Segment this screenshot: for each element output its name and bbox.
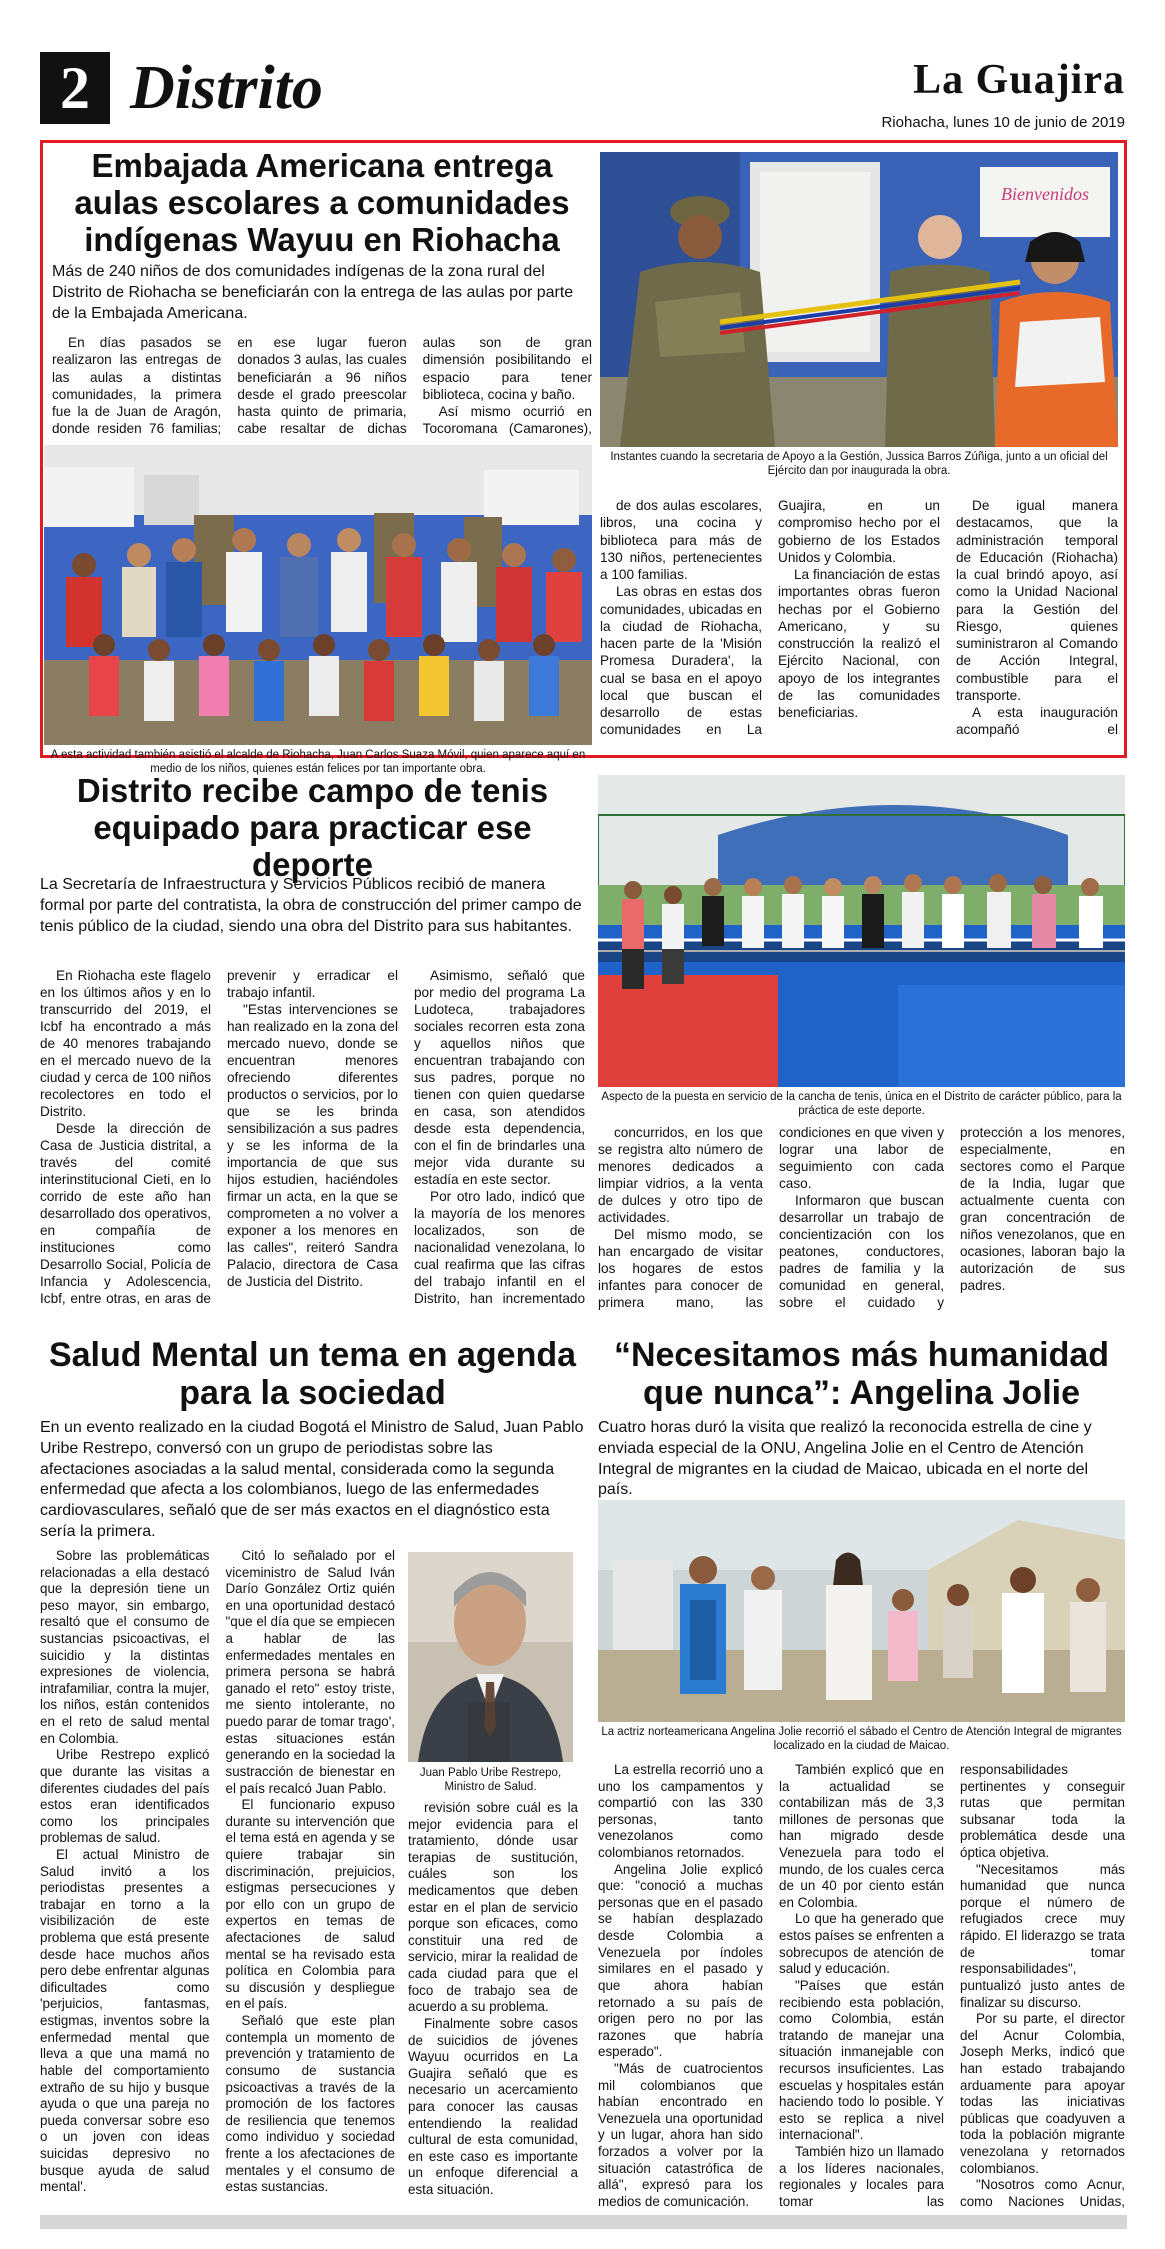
photo-caption: Aspecto de la puesta en servicio de la cancha de tenis, única en el Distrito de carácter público, para la práctica de este deporte. (601, 1091, 1122, 1118)
article-lede: Más de 240 niños de dos comunidades indígenas de la zona rural del Distrito de Riohacha se beneficiarán con la entrega de las aulas por parte de la Embajada Americana. (52, 263, 574, 322)
photo-caption: Juan Pablo Uribe Restrepo, Ministro de Salud. (419, 1767, 562, 1794)
paragraph: Informaron que buscan desarrollar un trabajo de concientización con los peatones, conductores, padres de familia y la comunidad en general, sobre el cuidado y protección a los menores, especialmente, en sectores como el Parque de la India, lugar que actualmente cuenta con gran concentración de niños venezolanos, que en ocasiones, laboran bajo la autorización de sus padres. (779, 1125, 1125, 1310)
paragraph: El actual Ministro de Salud invitó a los periodistas presentes a trabajar en torno a la visibilización de este problema que está presente desde hace muchos años pero debe enfrentar algunas dificultades como 'perjuicios, fantasmas, estigmas, inventos sobre la enfermedad mental que lleva a que una mamá no hable del comportamiento extraño de su hijo y busque ayuda o que una pareja no pueda conversar sobre eso o un joven con ideas suicidas depresivo no busque ayuda de salud mental'. (40, 1846, 210, 2195)
article-body (598, 1762, 1125, 2213)
paragraph: "Necesitamos más humanidad que nunca porque el número de refugiados crece muy rápido. El liderazgo se trata de tomar responsabilidades", puntualizó justo antes de finalizar su discurso. (960, 1861, 1125, 2010)
paragraph: Las obras en estas dos comunidades, ubicadas en la ciudad de Riohacha, hacen parte de la 'Misión Promesa Duradera', la cual se basa en el apoyo local que buscan el desarrollo de estas comunidades en La Guajira, en un compromiso hecho por el gobierno de los Estados Unidos y Colombia. (600, 498, 940, 738)
article-body (600, 497, 1118, 752)
paragraph: "Más de cuatrocientos mil colombianos que habían encontrado en Venezuela una oportunidad y un lugar, ahora han sido forzados a volver por la situación catastrófica de allá", expresó para los medios de comunicación. (598, 2060, 763, 2209)
article-body (52, 334, 592, 438)
paragraph: Desde la dirección de Casa de Justicia distrital, a través del comité interinstitucional Cieti, en lo corrido de este año han desarrollado dos operativos, en compañía de instituciones como Desarrollo Social, Policía de Infancia y Adolescencia, Icbf, entre otras, en aras de prevenir y erradicar el trabajo infantil. (40, 968, 398, 1306)
article-lede: Cuatro horas duró la visita que realizó la reconocida estrella de cine y enviada especial de la ONU, Angelina Jolie en el Centro de Atención Integral de migrantes en la ciudad de Maicao, ubicada en el norte del país. (598, 1419, 1092, 1499)
paragraph: "Nosotros como Acnur, como Naciones Unidas, (960, 2177, 1125, 2209)
article-headline: Salud Mental un tema en agenda para la sociedad (48, 1336, 577, 1413)
paragraph: También hizo un llamado a los líderes nacionales, regionales y locales para tomar las responsabilidades pertinentes y conseguir rutas que permitan subsanar toda la problemática desde una óptica objetiva. (779, 1762, 1125, 2209)
angelina-jolie-visit-photo (598, 1500, 1125, 1722)
paragraph: Finalmente sobre casos de suicidios de jóvenes Wayuu ocurridos en La Guajira señaló que es necesario un acercamiento para conocer las causas entendiendo la realidad cultural de esta comunidad, en este caso es importante un enfoque diferencial a esta situación. (408, 2015, 578, 2198)
paragraph: La estrella recorrió uno a uno los campamentos y compartió con las 330 personas, tanto venezolanos como colombianos retornados. (598, 1762, 763, 1861)
paragraph: Sobre las problemáticas relacionadas a ella destacó que la depresión tiene un peso mayor, sin embargo, resaltó que el consumo de sustancias psicoactivas, el suicidio y la distintas expresiones de violencia, intrafamiliar, contra la mujer, los niños, están contenidos en el reto de salud mental en Colombia. (40, 1548, 210, 1746)
article-headline: Embajada Americana entrega aulas escolares a comunidades indígenas Wayuu en Riohacha (74, 147, 570, 258)
issue-date: Riohacha, lunes 10 de junio de 2019 (881, 114, 1125, 131)
paragraph: También explicó que en la actualidad se contabilizan más de 3,3 millones de personas que han migrado desde Venezuela para todo el mundo, de los cuales cerca de un 40 por ciento están en Colombia. (779, 1762, 944, 1910)
paragraph: La financiación de estas importantes obras fueron hechas por el Gobierno Americano, y su construcción la realizó el Ejército Nacional, con apoyo de los integrantes de las comunidades beneficiarias. (778, 567, 940, 720)
paragraph: concurridos, en los que se registra alto número de menores dedicados a limpiar vidrios, a la venta de dulces y otro tipo de actividades. (598, 1125, 763, 1225)
paragraph: revisión sobre cuál es la mejor evidencia para el tratamiento, dónde usar terapias de sustitución, cuáles son los medicamentos que deben estar en el plan de servicio porque son eficaces, como constituir una red de servicio, mirar la realidad de cada ciudad para que el foco de trabajo sea de acuerdo a su problema. (408, 1800, 578, 2015)
tennis-court-photo (598, 775, 1125, 1087)
minister-portrait-photo (408, 1552, 573, 1762)
paragraph: Uribe Restrepo explicó que durante las visitas a diferentes ciudades del país estos eran identificados como los principales problemas de salud. (40, 1747, 210, 1846)
photo-caption: Instantes cuando la secretaria de Apoyo a la Gestión, Jussica Barros Zúñiga, junto a un oficial del Ejército dan por inaugurada la obra. (610, 451, 1108, 478)
paragraph: Citó lo señalado por el viceministro de Salud Iván Darío González Ortiz quién en una oportunidad destacó "que el día que se empiecen a hablar de las enfermedades mentales en primera persona se habrá ganado el reto" estoy triste, me siento intolerante, no puedo parar de tomar trago', estas situaciones están generando en la sociedad la sustracción de bienestar en el país recalcó Juan Pablo. (225, 1548, 395, 1796)
paragraph: Asimismo, señaló que por medio del programa La Ludoteca, trabajadores sociales recorren esta zona y aquellos niños que encuentran trabajando con sus padres, porque no tienen con quien quedarse en casa, son atendidos desde esta dependencia, con el fin de brindarles una mejor vida durante su estadía en este sector. (414, 968, 585, 1187)
paragraph: En Riohacha este flagelo en los últimos años y en lo transcurrido del 2019, el Icbf ha encontrado a más de 40 menores trabajando en el mercado nuevo de la ciudad y cerca de 100 niños recolectores en todo el Distrito. (40, 968, 211, 1119)
article-headline: Distrito recibe campo de tenis equipado para practicar ese deporte (76, 772, 549, 883)
page-number: 2 (40, 52, 110, 124)
paragraph: Por su parte, el director del Acnur Colombia, Joseph Merks, indicó que han estado trabajando arduamente para apoyar todas las iniciativas públicas que coadyuven a toda la población migrante venezolana y retornados colombianos. (960, 2011, 1125, 2176)
welcome-banner-text: Bienvenidos (1001, 184, 1089, 204)
paragraph: A esta inauguración acompañó el (956, 705, 1118, 738)
paragraph: Así mismo ocurrió en Tocoromana (Camarones), (422, 404, 592, 437)
paragraph: "Países que están recibiendo esta población, como Colombia, están tratando de manejar una situación inmanejable con recursos insuficientes. Las escuelas y hospitales están haciendo todo lo posible. Y esto se replica a nivel internacional". (779, 1977, 944, 2143)
paragraph: Angelina Jolie explicó que: "conoció a muchas personas que en el pasado se habían desplazado desde Colombia a Venezuela por índoles similares en el pasado y que ahora habían retornado a su país de origen pero no por las razones que habría esperado". (598, 1861, 763, 2060)
article-lede: En un evento realizado en la ciudad Bogotá el Ministro de Salud, Juan Pablo Uribe Restrepo, conversó con un grupo de periodistas sobre las afectaciones asociadas a la salud mental, considerada como la segunda enfermedad que afecta a los colombianos, luego de las enfermedades cardiovasculares, señaló que de ser más exactos en el diagnóstico esta sería la primera. (40, 1419, 584, 1540)
article-body (40, 968, 585, 1320)
article-body (598, 1125, 1125, 1321)
section-title: Distrito (130, 54, 323, 122)
paragraph: "Estas intervenciones se han realizado en la zona del mercado nuevo, donde se encuentran menores ofreciendo diferentes productos o servicios, por lo que se les brinda sensibilización a sus padres y se les informa de la importancia de que sus hijos estudien, haciéndoles firmar un acta, en la que se comprometen a no volver a exponer a los menores en las calles", reiteró Sandra Palacio, directora de Casa de Justicia del Distrito. (227, 1001, 398, 1289)
paragraph: Señaló que este plan contempla un momento de prevención y tratamiento de consumo de sustancia psicoactivas a través de la promoción de los factores de resiliencia que tenemos como individuo y sociedad frente a los afectaciones de mentales y el consumo de estas sustancias. (225, 2013, 395, 2195)
community-group-photo (44, 445, 592, 745)
article-body (40, 1548, 395, 2213)
article-lede: La Secretaría de Infraestructura y Servicios Públicos recibió de manera formal por parte del contratista, la obra de construcción del primer campo de tenis público de la ciudad, siendo una obra del Distrito para sus habitantes. (40, 876, 582, 935)
photo-caption: La actriz norteamericana Angelina Jolie recorrió el sábado el Centro de Atención Integral de migrantes localizado en la ciudad de Maicao. (601, 1726, 1122, 1753)
paragraph: Por otro lado, indicó que la mayoría de los menores localizados, son de nacionalidad venezolana, lo cual reafirma que las cifras del trabajo infantil en el Distrito, han incrementado (414, 1188, 585, 1306)
paragraph: En días pasados se realizaron las entregas de las aulas a distintas comunidades, la primera fue la de Juan de Aragón, donde residen 76 familias; en ese lugar fueron donados 3 aulas, las cuales beneficiarán a 96 niños desde el grado preescolar hasta quinto de primaria, cabe resaltar de dichas aulas son de gran dimensión posibilitando el espacio para tener biblioteca, cocina y baño. (52, 335, 592, 437)
article-body (408, 1800, 578, 2215)
newspaper-name: La Guajira (913, 57, 1125, 103)
paragraph: de dos aulas escolares, libros, una cocina y biblioteca para más de 130 niños, pertenecientes a 100 familias. (600, 498, 762, 582)
photo-caption: A esta actividad también asistió el alcalde de Riohacha, Juan Carlos Suaza Móvil, quien aparece aquí en medio de los niños, quienes están felices por tan importante obra. (50, 749, 586, 776)
page-footer-bar (40, 2215, 1127, 2229)
paragraph: De igual manera destacamos, que la administración temporal de Educación (Riohacha) la cual brindó apoyo, así como la Unidad Nacional para la Gestión del Riesgo, quienes suministraron al Comando de Acción Integral, combustible para el transporte. (956, 498, 1118, 703)
paragraph: Lo que ha generado que estos países se enfrenten a sobrecupos de atención de salud y educación. (779, 1911, 944, 1977)
ribbon-cutting-photo (600, 152, 1118, 447)
paragraph: Del mismo modo, se han encargado de visitar los hogares de estos infantes para conocer de primera mano, las condiciones en que viven y lograr una labor de seguimiento con cada caso. (598, 1125, 944, 1310)
article-headline: “Necesitamos más humanidad que nunca”: Angelina Jolie (613, 1336, 1110, 1413)
paragraph: El funcionario expuso durante su intervención que el tema está en agenda y se quiere trabajar sin discriminación, prejuicios, estigmas persecuciones y por ello con un grupo de expertos en temas de afectaciones de salud mental se ha revisado esta política en Colombia para su discusión y despliegue en el país. (225, 1797, 395, 2012)
masthead (40, 50, 1125, 135)
